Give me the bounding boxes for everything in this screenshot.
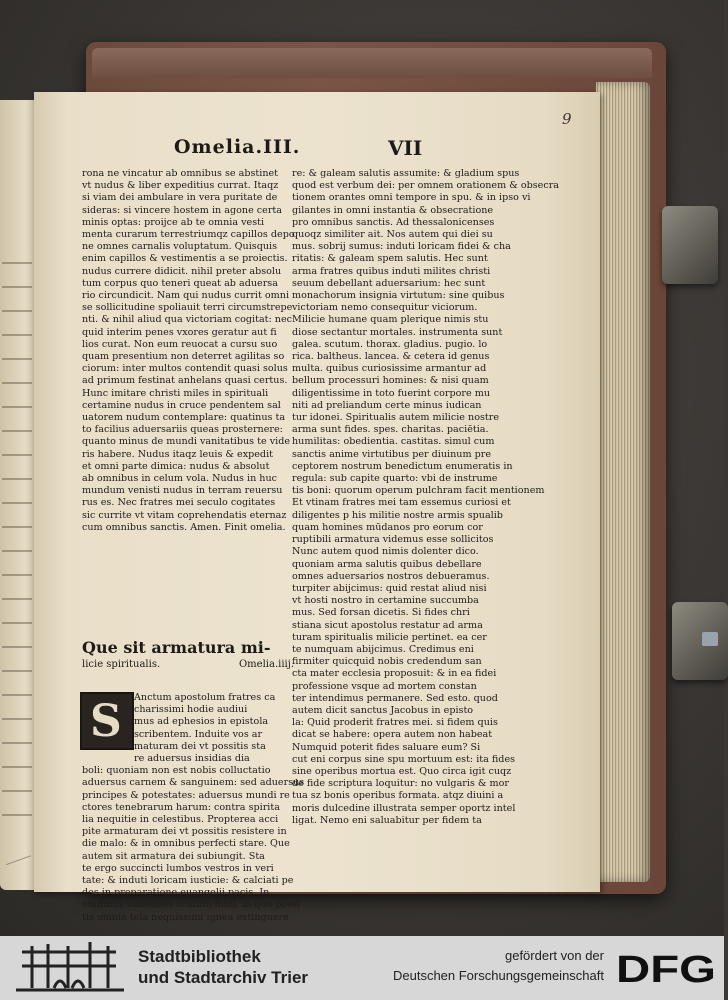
text-line: ligat. Nemo eni saluabitur per fidem ta — [292, 814, 482, 826]
text-line: firmiter quicquid nobis credendum san — [292, 656, 482, 668]
text-line: diligentissime in toto fuerint corpore mu — [292, 387, 491, 399]
running-head: Omelia.III. — [174, 136, 301, 158]
text-line: ruptibili armatura videmus esse sollicitos — [292, 534, 494, 546]
text-line: rus es. Nec fratres mei seculo cogitates — [82, 497, 276, 509]
text-line: quoqz similiter ait. Nos autem qui diei su — [292, 229, 493, 241]
text-line: Hunc imitare christi miles in spirituali — [82, 387, 269, 399]
text-line: moris dulcedine illustrata semper oportz intel — [292, 802, 516, 814]
running-number: VII — [388, 136, 423, 160]
text-line: multa. quibus curiosissime armantur ad — [292, 363, 487, 375]
text-line: rio circundicit. Nam qui nudus currit omni — [82, 290, 290, 302]
text-line: dicat se habere: opera autem non habeat — [292, 729, 493, 741]
text-line: galea. scutum. thorax. gladius. pugio. lo — [292, 338, 488, 350]
text-line: nti. & nihil aliud qua victoriam cogitat: nec — [82, 314, 293, 326]
margin-handwriting — [3, 848, 31, 865]
text-line: lios curat. Non eum reuocat a cursu suo — [82, 338, 278, 350]
text-line: ritatis: & galeam spem salutis. Hec sunt — [292, 253, 488, 265]
text-line: quam homines mūdanos pro eorum cor — [292, 521, 483, 533]
text-line: de fide scriptura loquitur: no vulgaris & mor — [292, 778, 509, 790]
text-line: vt nudus & liber expeditius currat. Itaqz — [82, 180, 279, 192]
text-line: arma sunt fides. spes. charitas. paciētia. — [292, 424, 489, 436]
text-line: tate: & induti loricam iusticie: & calciati pe — [82, 875, 294, 887]
folio-number: 9 — [562, 110, 572, 128]
text-line: lia nequitie in celestibus. Propterea acci — [82, 814, 279, 826]
text-line: pro omnibus sanctis. Ad thessalonicenses — [292, 216, 495, 228]
text-line: ab omnibus in celum vola. Nudus in huc — [82, 473, 278, 485]
text-line: victoriam nemo consequitur viciorum. — [292, 302, 478, 314]
right-page — [34, 92, 600, 923]
text-line: ceptorem nostrum benedictum enumeratis in — [292, 460, 513, 472]
text-line: tis omnia tela nequissimi ignea extinguere — [82, 911, 289, 923]
text-line: ter intendimus permanere. Sed esto. quod — [292, 692, 498, 704]
text-line: aduersus carnem & sanguinem: sed aduersus — [82, 777, 305, 789]
text-line: sideras: si vincere hostem in agone certa — [82, 204, 283, 216]
text-line: humilitas: obedientia. castitas. simul cum — [292, 436, 495, 448]
text-line: nudus currere didicit. nihil preter absolu — [82, 265, 282, 277]
text-line: Anctum apostolum fratres ca — [134, 692, 276, 703]
text-line: stiana sicut apostolus restatur ad arma — [292, 619, 483, 631]
initial-letter: S — [90, 696, 122, 747]
text-line: professione vsque ad mortem constan — [292, 680, 477, 692]
text-line: re aduersus insidias dia — [134, 753, 250, 765]
text-line: ciorum: inter multos contendit quasi solus — [82, 363, 288, 375]
text-line: turam spiritualis milicie pertinet. ea cer — [292, 631, 487, 643]
text-line: ne omnes carnalis voluptatum. Quisquis — [82, 241, 278, 253]
text-line: mundum venisti nudus in terram reuersu — [82, 485, 283, 497]
text-line: quam presentium non deterret agilitas so — [82, 351, 285, 363]
text-line: si viam dei ambulare in vera puritate de — [82, 192, 278, 204]
text-line: tum corpus quo teneri queat ab aduersa — [82, 277, 278, 289]
text-line: quid interim penes vxores geratur aut fi — [82, 326, 277, 338]
text-line: tis boni: quorum operum pulchram facit mentionem — [292, 485, 545, 497]
dfg-logo-text: DFG — [616, 949, 716, 991]
text-line: pite armaturam dei vt possitis resistere in — [82, 826, 287, 838]
text-line: arma fratres quibus induti milites christi — [292, 265, 491, 277]
funding-note-line2: Deutschen Forschungsgemeinschaft — [392, 968, 604, 983]
text-line: boli: quoniam non est nobis colluctatio — [82, 765, 271, 777]
text-line: ctores tenebrarum harum: contra spirita — [82, 801, 280, 813]
text-line: regula: sub capite quarto: vbi de instrume — [292, 473, 498, 485]
left-page-text-lines — [2, 240, 32, 838]
text-line: mus. sobrij sumus: induti loricam fidei & cha — [292, 241, 511, 253]
text-line: diligentes p his militie nostre armis spualib — [292, 509, 503, 521]
text-line: monachorum insignia virtutum: sine quibus — [292, 290, 505, 302]
text-line: Nunc autem quod nimis dolenter dico. — [292, 546, 479, 558]
text-line: autem sit armatura dei subiungit. Sta — [82, 850, 265, 862]
text-line: omnibus sumentes scutum fidei. in quo possi — [82, 899, 301, 911]
text-line: rica. baltheus. lancea. & cetera id genus — [292, 351, 490, 363]
page-block-edge — [596, 82, 650, 882]
text-line: bellum processuri homines: & nisi quam — [292, 375, 489, 387]
text-line: autem dicit sanctus Jacobus in episto — [292, 704, 474, 716]
footer-banner — [0, 936, 724, 1000]
text-line: certamine nudus in cruce pendentem sal — [82, 399, 281, 411]
text-line: omnes aduersarios nostros debueramus. — [292, 570, 490, 582]
text-line: quoniam arma salutis quibus debellare — [292, 558, 482, 570]
text-line: mus ad ephesios in epistola — [134, 716, 269, 728]
text-line: te ergo succincti lumbos vestros in veri — [82, 862, 274, 874]
upper-metal-clasp — [662, 206, 718, 284]
text-line: quanto minus de mundi vanitatibus te vide — [82, 436, 291, 448]
right-column — [292, 168, 560, 827]
text-line: seuum debellant aduersarium: hec sunt — [292, 277, 486, 289]
text-line: sine operibus mortua est. Quo circa igit cuqz — [292, 765, 512, 777]
text-line: tionem orantes omni tempore in spu. & in ipso vi — [292, 192, 531, 204]
text-line: te numquam abijcimus. Credimus eni — [292, 643, 474, 655]
text-line: gilantes in omni instantia & obsecratione — [292, 204, 494, 216]
text-line: rona ne vincatur ab omnibus se abstinet — [82, 168, 279, 179]
text-line: scribentem. Induite vos ar — [134, 728, 263, 740]
text-line: menta curarum terrestriumqz capillos depo — [82, 229, 295, 241]
text-line: quod est verbum dei: per omnem orationem & obsecra — [292, 180, 560, 192]
text-line: uatorem nudum contemplare: quatinus ta — [82, 412, 286, 424]
text-line: minis optas: proijce ab te omnia vesti — [82, 216, 265, 228]
text-line: cta mater ecclesia proposuit: & in ea fidei — [292, 668, 497, 680]
text-line: maturam dei vt possitis sta — [134, 740, 266, 752]
text-line: enim capillos & vestimentis a se proiectis. — [82, 253, 288, 265]
funding-note-line1: gefördert von der — [504, 948, 604, 963]
dfg-logo — [614, 948, 718, 991]
section-heading — [82, 638, 294, 670]
text-line: diose sectantur mortales. instrumenta sunt — [292, 326, 503, 338]
text-line: Numquid poterit fides saluare eum? Si — [292, 741, 481, 753]
library-logo — [12, 940, 128, 996]
text-line: la: Quid proderit fratres mei. si fidem quis — [292, 717, 498, 729]
text-line: mus. Sed forsan dicetis. Si fides chri — [292, 607, 470, 619]
section-omelia-label: Omelia.iiij. — [238, 659, 294, 670]
institution-name-line2: und Stadtarchiv Trier — [138, 968, 309, 987]
text-line: sanctis anime virtutibus per diuinum pre — [292, 448, 492, 460]
text-line: niti ad preliandum certe minus iudican — [292, 399, 482, 411]
section-title: Que sit armatura mi- — [82, 638, 271, 657]
left-column — [82, 168, 295, 534]
text-line: tur idonei. Spiritualis autem milicie nostre — [292, 412, 500, 424]
text-line: re: & galeam salutis assumite: & gladium spus — [292, 168, 520, 179]
text-line: charissimi hodie audiui — [134, 704, 248, 716]
section-subtitle: licie spiritualis. — [82, 659, 161, 670]
text-line: sic currite vt vitam coprehendatis eternaz — [82, 509, 287, 521]
left-column-continued — [82, 692, 305, 924]
text-line: to facilius aduersariis queas prosternere: — [82, 424, 283, 436]
text-line: cut eni corpus sine spu mortuum est: ita fides — [292, 753, 516, 765]
text-line: cum omnibus sanctis. Amen. Finit omelia. — [82, 521, 286, 533]
text-line: ad primum festinat anhelans quasi certus. — [82, 375, 288, 387]
book-cover-top — [92, 48, 652, 78]
text-line: principes & potestates: aduersus mundi re — [82, 789, 290, 801]
text-line: die malo: & in omnibus perfecti stare. Que — [82, 838, 290, 850]
lower-metal-clasp — [672, 602, 728, 680]
institution-name-line1: Stadtbibliothek — [138, 947, 261, 966]
text-line: turpiter abijcimus: quid restat aliud nisi — [292, 582, 487, 594]
text-line: tua sz bonis operibus formata. atqz diuini a — [292, 790, 504, 802]
text-line: des in preparatione euangelij pacis. In — [82, 887, 270, 899]
text-line: vt hosti nostro in certamine succumba — [292, 595, 479, 607]
text-line: Milicie humane quam plerique nimis stu — [292, 314, 489, 326]
text-line: et omni parte dimica: nudus & absolut — [82, 460, 270, 472]
text-line: Et vtinam fratres mei tam essemus curiosi et — [292, 497, 511, 509]
text-line: se sollicitudine spoliauit terri circumstrepe — [82, 302, 293, 314]
text-line: ris habere. Nudus itaqz leuis & expedit — [82, 448, 273, 460]
